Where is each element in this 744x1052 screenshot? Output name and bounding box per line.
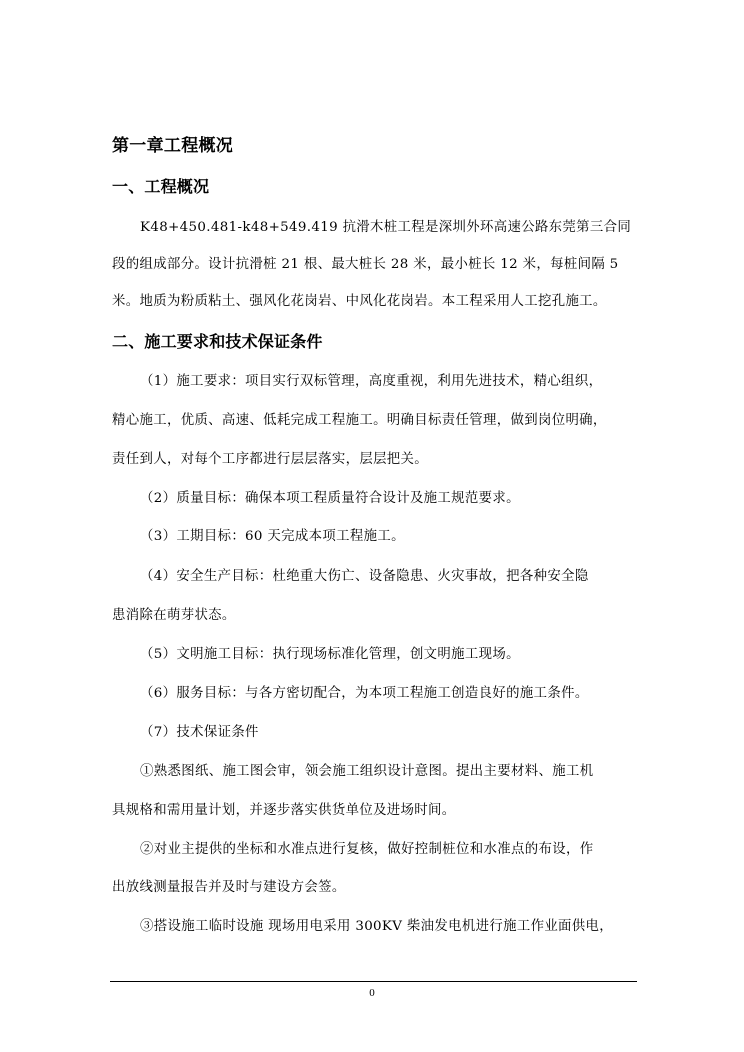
paragraph-line: 患消除在萌芽状态。	[112, 608, 236, 623]
paragraph-line: 精心施工，优质、高速、低耗完成工程施工。明确目标责任管理，做到岗位明确，	[112, 413, 607, 428]
paragraph-line: K48+450.481-k48+549.419 抗滑木桩工程是深圳外环高速公路东莞第三合同	[140, 220, 632, 235]
paragraph-line: 责任到人，对每个工序都进行层层落实，层层把关。	[112, 452, 429, 467]
footer-divider	[110, 981, 637, 982]
paragraph-line: 米。地质为粉质粘土、强风化花岗岩、中风化花岗岩。本工程采用人工挖孔施工。	[112, 294, 607, 309]
paragraph-line: ②对业主提供的坐标和水准点进行复核，做好控制桩位和水准点的布设，作	[140, 842, 594, 857]
paragraph-line: （1）施工要求：项目实行双标管理，高度重视，利用先进技术，精心组织，	[140, 374, 603, 389]
paragraph-line: 出放线测量报告并及时与建设方会签。	[112, 880, 346, 895]
paragraph-line: ①熟悉图纸、施工图会审，领会施工组织设计意图。提出主要材料、施工机	[140, 764, 594, 779]
section-title-project-overview: 一、工程概况	[112, 177, 210, 196]
chapter-title: 第一章工程概况	[112, 136, 234, 156]
paragraph-line: （2）质量目标：确保本项工程质量符合设计及施工规范要求。	[140, 491, 520, 506]
paragraph-line: （3）工期目标：60 天完成本项工程施工。	[140, 529, 405, 544]
section-title-requirements: 二、施工要求和技术保证条件	[112, 332, 323, 351]
paragraph-line: （5）文明施工目标：执行现场标准化管理，创文明施工现场。	[140, 647, 520, 662]
paragraph-line: （7）技术保证条件	[140, 725, 259, 740]
paragraph-line: （4）安全生产目标：杜绝重大伤亡、设备隐患、火灾事故，把各种安全隐	[140, 569, 589, 584]
paragraph-line: 段的组成部分。设计抗滑桩 21 根、最大桩长 28 米，最小桩长 12 米，每桩间隔 5	[112, 257, 619, 272]
paragraph-line: （6）服务目标：与各方密切配合，为本项工程施工创造良好的施工条件。	[140, 686, 589, 701]
page-number: 0	[369, 987, 375, 999]
paragraph-line: 具规格和需用量计划，并逐步落实供货单位及进场时间。	[112, 803, 456, 818]
paragraph-line: ③搭设施工临时设施 现场用电采用 300KV 柴油发电机进行施工作业面供电，	[140, 919, 614, 934]
